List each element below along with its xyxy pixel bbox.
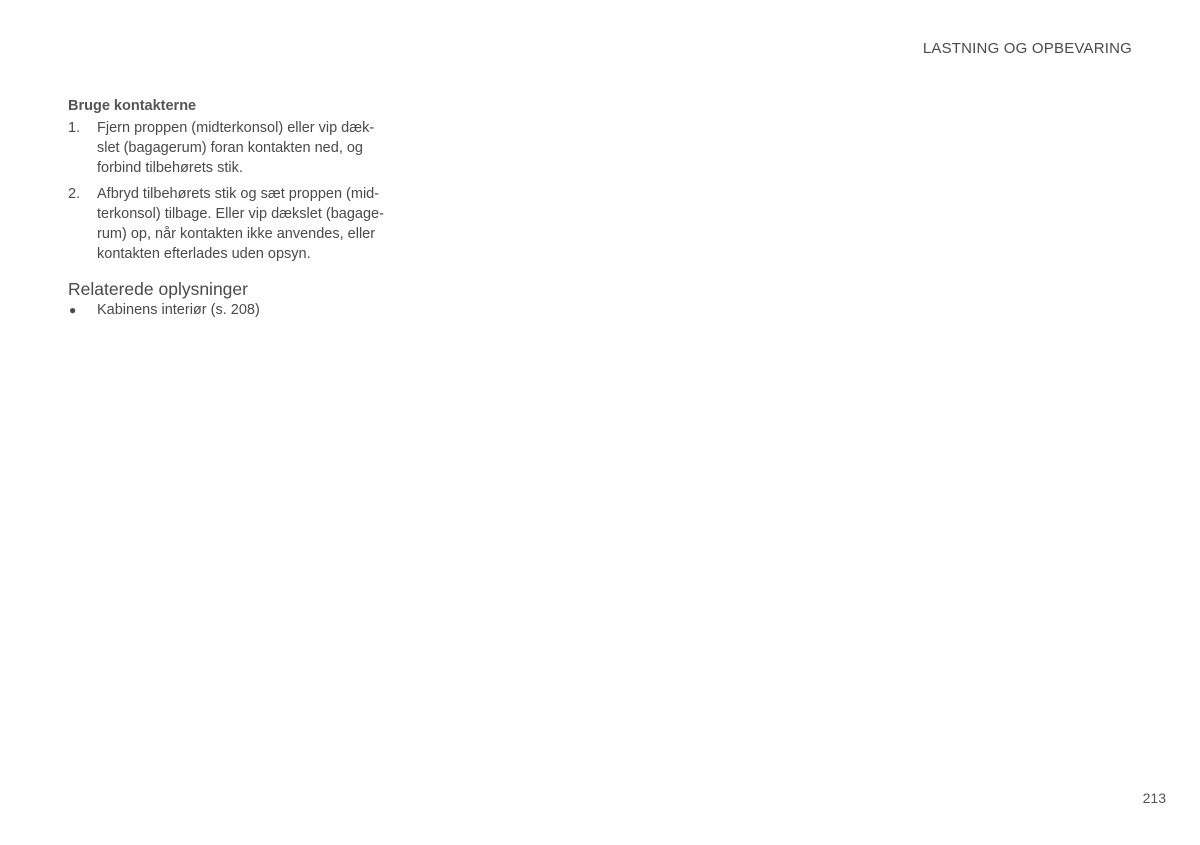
related-item[interactable] (68, 300, 408, 320)
step-text (97, 184, 384, 264)
step-item (68, 118, 408, 178)
chapter-title: LASTNING OG OPBEVARING (922, 40, 1132, 57)
step-line: slet (bagagerum) foran kontakten ned, og (97, 140, 363, 156)
steps-list (68, 118, 408, 264)
step-text (97, 118, 374, 178)
step-number: 2. (68, 186, 81, 202)
step-number: 1. (68, 120, 81, 136)
step-line: terkonsol) tilbage. Eller vip dækslet (bagage- (97, 206, 384, 222)
step-line: kontakten efterlades uden opsyn. (97, 246, 311, 262)
step-line: rum) op, når kontakten ikke anvendes, eller (97, 226, 376, 242)
step-line: Fjern proppen (midterkonsol) eller vip dæk- (97, 120, 375, 136)
step-line: forbind tilbehørets stik. (97, 160, 243, 176)
bullet-icon: ● (69, 303, 77, 317)
related-heading: Relaterede oplysninger (68, 279, 248, 299)
content-column (68, 97, 408, 320)
related-link[interactable]: Kabinens interiør (s. 208) (97, 302, 260, 318)
step-line: Afbryd tilbehørets stik og sæt proppen (mid- (97, 186, 380, 202)
page-number: 213 (1142, 790, 1166, 806)
section-heading: Bruge kontakterne (68, 98, 197, 114)
step-item (68, 184, 408, 264)
